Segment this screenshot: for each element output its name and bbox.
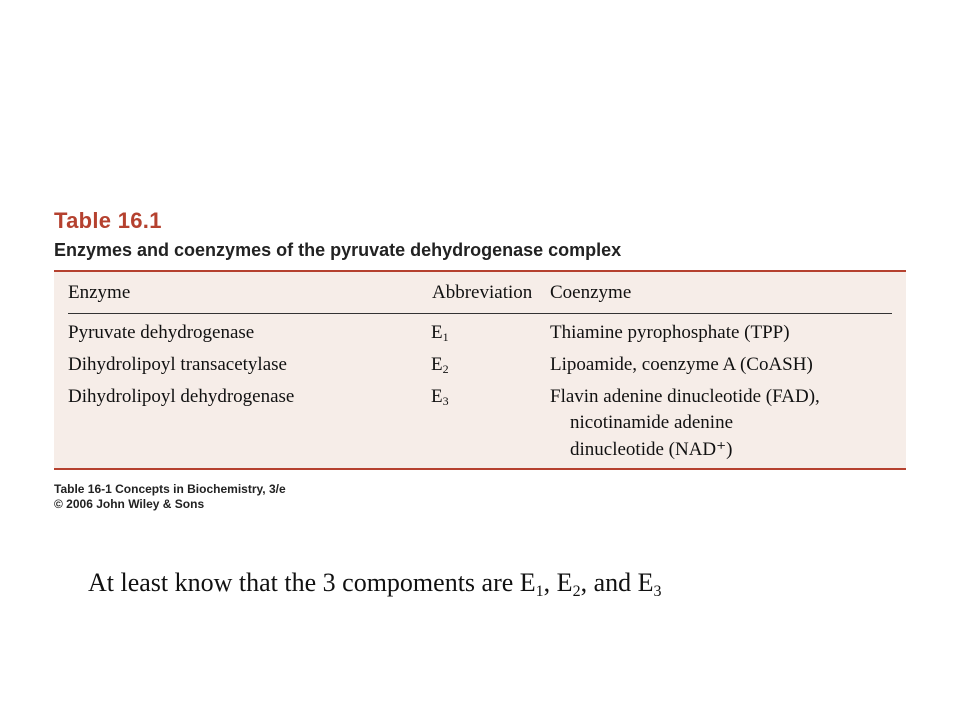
- header-abbreviation: Abbreviation: [432, 282, 533, 303]
- header-enzyme: Enzyme: [68, 282, 131, 303]
- coenzyme-cell: Lipoamide, coenzyme A (CoASH): [550, 354, 813, 375]
- coenzyme-cell-continued: nicotinamide adenine: [570, 412, 734, 433]
- table-title: Enzymes and coenzymes of the pyruvate dehydrogenase complex: [54, 240, 622, 260]
- table-header-row: [54, 282, 906, 308]
- table-row-continuation: [54, 438, 906, 464]
- enzyme-cell: Pyruvate dehydrogenase: [68, 322, 255, 343]
- table-source-caption: Table 16-1 Concepts in Biochemistry, 3/e: [54, 482, 286, 496]
- table-row: [54, 322, 906, 348]
- table-row: [54, 354, 906, 380]
- slide-note: At least know that the 3 compoments are $E_1$, $E_2$, and $E_3$: [88, 568, 662, 600]
- enzyme-cell: Dihydrolipoyl transacetylase: [68, 354, 287, 375]
- enzyme-table: [54, 270, 906, 470]
- table-label: Table 16.1: [54, 208, 162, 233]
- header-coenzyme: Coenzyme: [550, 282, 632, 303]
- abbreviation-cell: $E_2$: [431, 354, 449, 376]
- table-row-continuation: [54, 412, 906, 438]
- abbreviation-cell: $E_1$: [431, 322, 449, 344]
- coenzyme-cell: Thiamine pyrophosphate (TPP): [550, 322, 790, 343]
- enzyme-cell: Dihydrolipoyl dehydrogenase: [68, 386, 295, 407]
- copyright-caption: © 2006 John Wiley & Sons: [54, 497, 205, 511]
- coenzyme-cell-continued: dinucleotide (NAD⁺): [570, 439, 733, 460]
- abbreviation-cell: $E_3$: [431, 386, 449, 408]
- header-divider: [68, 313, 892, 314]
- coenzyme-cell: Flavin adenine dinucleotide (FAD),: [550, 386, 820, 407]
- table-row: [54, 386, 906, 412]
